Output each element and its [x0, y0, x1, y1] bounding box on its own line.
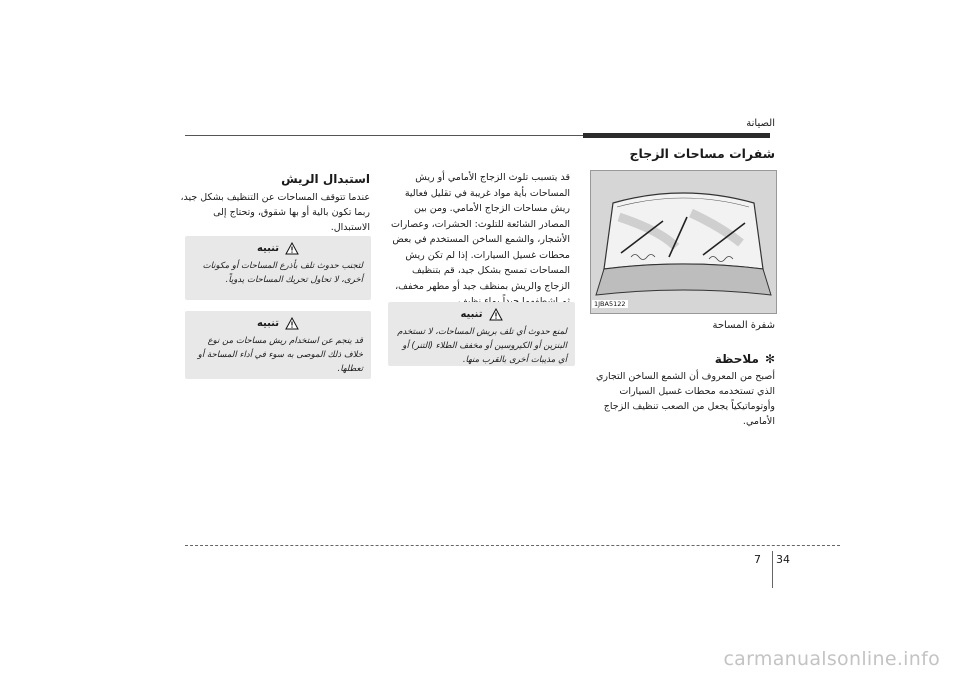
footer-divider: [772, 551, 773, 588]
wiper-cleaning-text: قد يتسبب تلوث الزجاج الأمامي أو ريش المساحات بأية مواد غريبة في تقليل فعالية ريش مساحات الزجاج الأمامي. ومن بين المصادر الشائعة للتلوث: الحشرات، وعصارات الأشجار، والشمع الساخن المستخدم في بعض محطات غسيل السيارات. إذا لم تكن ريش المساحات تمسح بشكل جيد، قم بتنظيف الزجاج والريش بمنظف جيد أو مطهر مخفف،: [391, 172, 570, 292]
header-section-label: الصيانة: [746, 118, 775, 129]
footer-rule: [185, 545, 840, 546]
blade-replacement-title: استبدال الريش: [281, 172, 370, 186]
chapter-number: 7: [754, 553, 761, 566]
warning-triangle-icon: [285, 317, 299, 330]
warning-label: تنبيه: [256, 318, 280, 329]
watermark: carmanualsonline.info: [723, 648, 940, 670]
windshield-drawing: [591, 171, 776, 313]
warning-label: تنبيه: [460, 309, 483, 320]
note-heading: [715, 352, 775, 366]
page-title: شفرات مساحات الزجاج: [629, 146, 775, 161]
warning-box-manual-move: [185, 236, 371, 300]
wiper-illustration: [590, 170, 777, 314]
blade-replacement-text: عندما تتوقف المساحات عن التنظيف بشكل جيد، ربما تكون بالية أو بها شقوق، وتحتاج إلى الاستبدال.: [180, 192, 370, 233]
note-body: أصبح من المعروف أن الشمع الساخن التجاري الذي تستخدمه محطات غسيل السيارات وأوتوماتيكياً يجعل من الصعب تنظيف الزجاج الأمامي.: [595, 371, 775, 427]
warning-header: [193, 317, 363, 330]
warning-header: [396, 308, 567, 321]
warning-triangle-icon: [285, 242, 299, 255]
page-number: 34: [776, 553, 790, 566]
warning-text: لمنع حدوث أي تلف بريش المساحات، لا تستخدم البنزين أو الكيروسين أو مخفف الطلاء (التنر) أو أي مذيبات أخرى بالقرب منها.: [397, 327, 567, 365]
warning-triangle-icon: [489, 308, 503, 321]
warning-label: تنبيه: [256, 243, 280, 254]
note-heading-text: ملاحظة: [714, 352, 759, 366]
warning-box-blade-type: [185, 311, 371, 379]
warning-text: قد ينجم عن استخدام ريش مساحات من نوع خلاف ذلك الموصى به سوء في أداء المساحة أو تعطلها.: [197, 336, 363, 374]
warning-box-solvents: [388, 302, 575, 366]
warning-header: [193, 242, 363, 255]
asterisk-icon: ✻: [764, 352, 775, 366]
warning-text: لتجنب حدوث تلف بأذرع المساحات أو مكونات أخرى، لا تحاول تحريك المساحات يدوياً.: [202, 261, 363, 285]
figure-caption: شفرة المساحة: [712, 320, 775, 331]
figure-code: 1JBA5122: [594, 300, 626, 308]
header-rule-accent: [583, 133, 770, 138]
